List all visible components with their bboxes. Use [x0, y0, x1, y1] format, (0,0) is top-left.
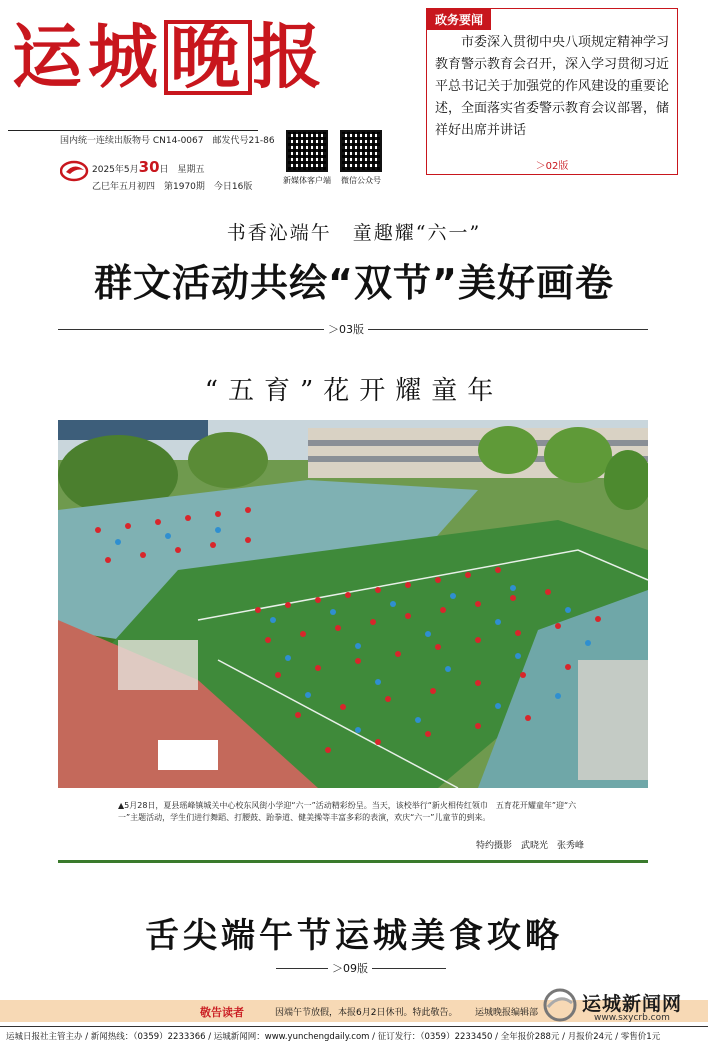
info-rule — [8, 130, 258, 131]
watermark-url: www.sxycrb.com — [594, 1013, 670, 1023]
notice-title: 敬告读者 — [200, 1006, 244, 1019]
qr-client[interactable] — [283, 130, 332, 186]
affairs-text[interactable]: 市委深入贯彻中央八项规定精神学习教育警示教育会召开，深入学习贯彻习近平总书记关于加强党的作风建设的重要论述，全面落实省委警示教育会议部署，储祥好出席并讲话 — [435, 35, 670, 138]
story1-page-ref[interactable]: ＞03版 — [324, 321, 368, 337]
publication-info — [60, 130, 280, 192]
date-prefix: 2025年5月 — [92, 165, 139, 175]
issue-info: 乙巳年五月初四 第1970期 今日16版 — [92, 182, 253, 192]
watermark-logo-icon — [540, 987, 580, 1023]
qr-label: 微信公众号 — [341, 176, 381, 185]
qr-label: 新媒体客户端 — [283, 176, 331, 185]
date-suffix: 日 星期五 — [159, 165, 205, 175]
newspaper-logo-icon — [60, 160, 90, 182]
affairs-tag: 政务要闻 — [427, 9, 491, 30]
masthead-title-part: 报 — [252, 15, 328, 98]
story1-kicker: 书香沁端午 童趣耀“六一” — [226, 222, 482, 244]
section-divider — [58, 860, 648, 863]
notice-sign: 运城晚报编辑部 — [475, 1008, 539, 1018]
notice-body: 因端午节放假，本报6月2日休刊。特此敬告。 — [275, 1008, 458, 1018]
masthead-title — [12, 15, 328, 98]
date-day: 30 — [138, 158, 160, 176]
qr-code-icon[interactable] — [340, 130, 382, 172]
masthead-title-part: 运城 — [12, 15, 164, 98]
footer: 运城日报社主管主办 / 新闻热线：（0359）2233366 / 运城新闻网：www.yunchengdaily.com / 征订发行：（0359）2233450 / 全年报价288元 / 月报价24元 / 零售价1元 — [0, 1026, 708, 1046]
masthead-title-boxed: 晚 — [164, 20, 252, 95]
story3-headline[interactable]: 舌尖端午节运城美食攻略 — [145, 916, 563, 956]
site-watermark — [540, 985, 708, 1025]
masthead — [10, 4, 420, 124]
issue-date — [60, 158, 280, 176]
photo-credit: 特约摄影 武晓光 张秀峰 — [476, 841, 585, 851]
story3-page-ref[interactable]: ＞09版 — [328, 960, 372, 976]
performance-photo — [58, 420, 648, 788]
qr-code-icon[interactable] — [286, 130, 328, 172]
watermark-name: 运城新闻网 — [582, 993, 683, 1015]
affairs-page-ref[interactable]: ＞02版 — [535, 161, 569, 172]
info-line: 国内统一连续出版物号 CN14-0067 邮发代号21-86 — [60, 136, 275, 146]
affairs-box[interactable] — [426, 8, 678, 175]
story2-headline[interactable]: “五育”花开耀童年 — [204, 376, 504, 406]
story1-headline[interactable]: 群文活动共绘“双节”美好画卷 — [94, 261, 614, 305]
qr-wechat[interactable] — [340, 130, 386, 186]
photo-caption: ▲5月28日，夏县瑶峰镇城关中心校东风街小学迎“六一”活动精彩纷呈。当天，该校举行“新火相传红领巾 五育花开耀童年”迎“六一”主题活动，学生们进行舞蹈、打腰鼓、跆拳道、健美操等丰富多彩的表演，欢庆“六一”儿童节的到来。 — [118, 801, 577, 822]
